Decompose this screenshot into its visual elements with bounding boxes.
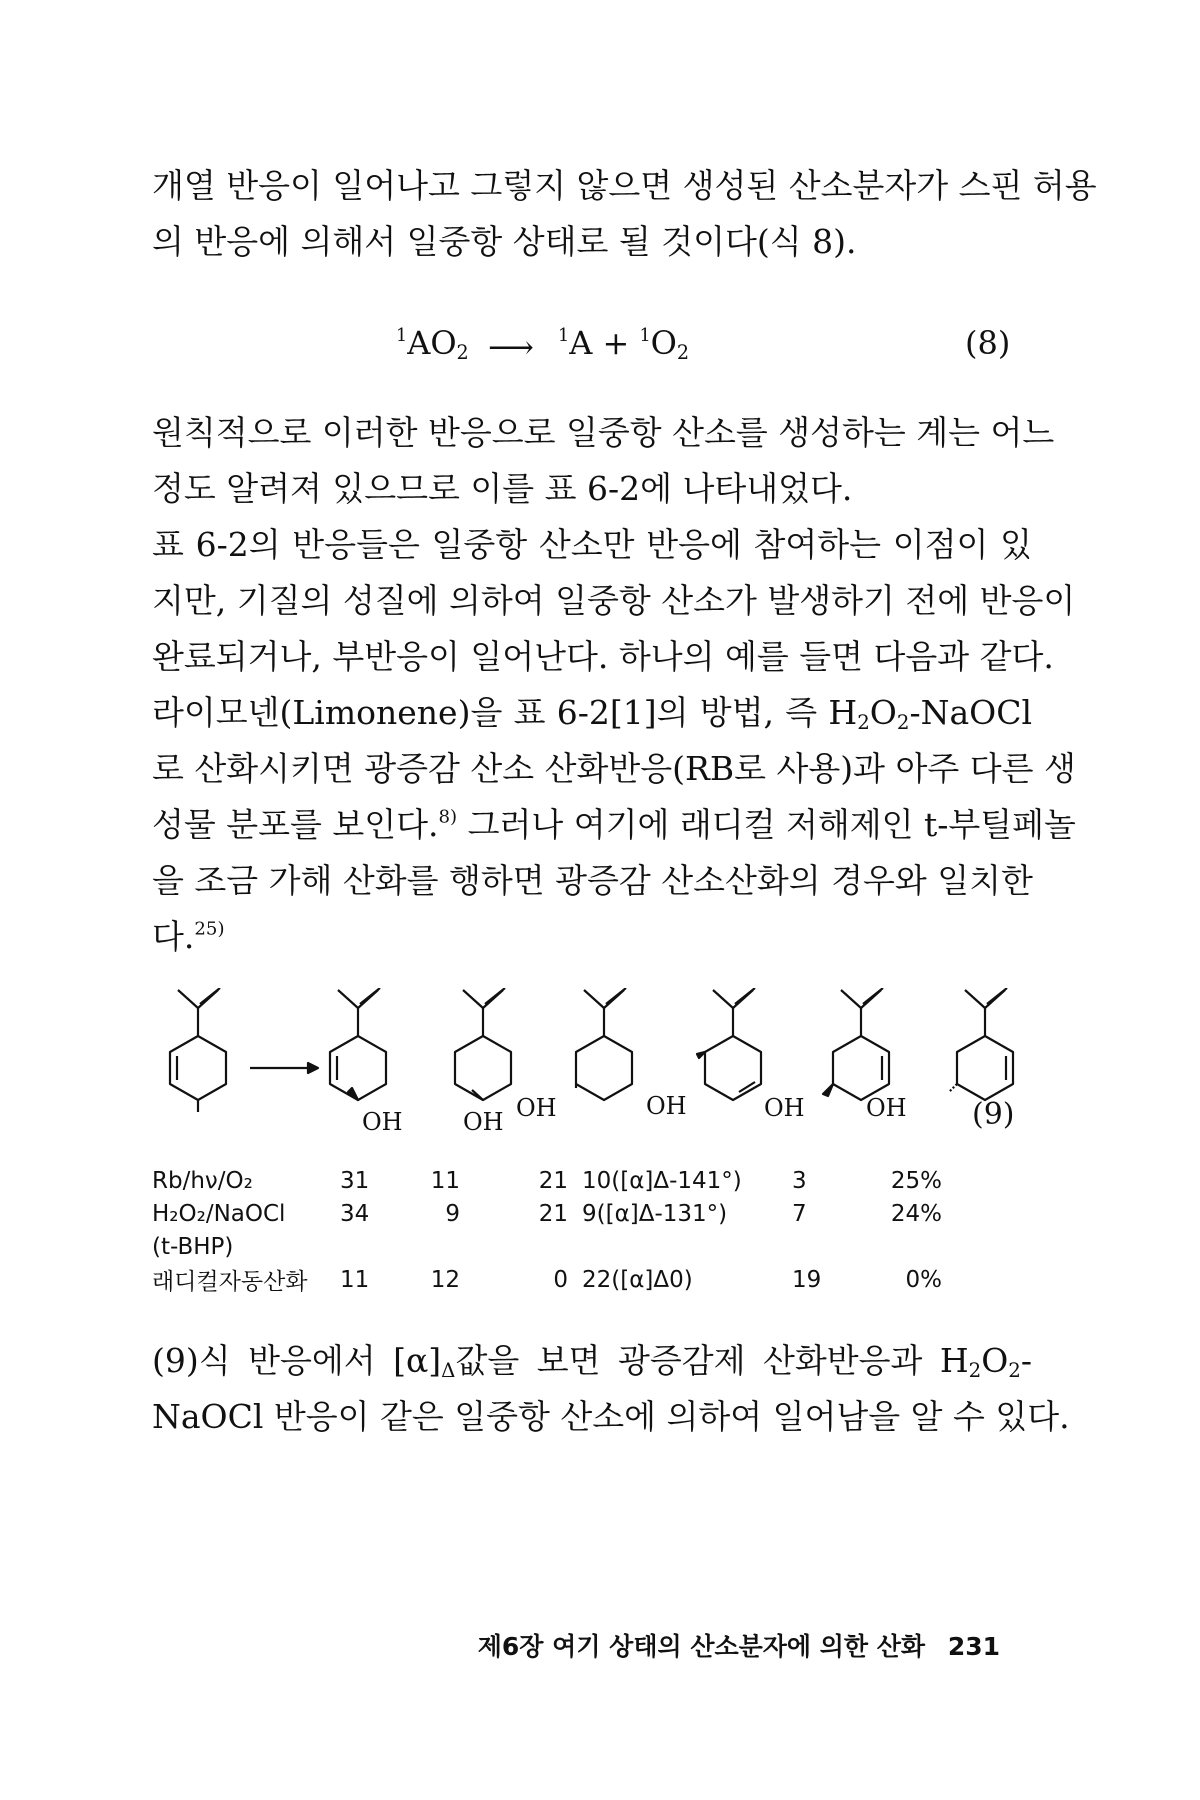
table-row-label: Rb/hν/O₂ <box>152 1167 253 1194</box>
product-3-structure <box>576 988 632 1100</box>
product-6-structure <box>949 988 1013 1100</box>
product-1-structure <box>330 988 386 1100</box>
paragraph-2-line-2: 정도 알려져 있으므로 이를 표 6-2에 나타내었다. <box>152 469 853 508</box>
product-5-structure <box>823 988 889 1100</box>
table-cell: 21 <box>538 1167 568 1194</box>
table-cell: 0% <box>905 1266 942 1293</box>
paragraph-5-line-1: (9)식 반응에서 $[\alpha]_\Delta$값을 보면 광증감제 산화반응과 $H_2O_2-$ <box>152 1341 1033 1382</box>
product-5-oh-label: OH <box>764 1094 805 1122</box>
paragraph-3-line-2: 지만, 기질의 성질에 의하여 일중항 산소가 발생하기 전에 반응이 <box>152 581 1076 620</box>
table-row <box>152 1164 942 1197</box>
page-number: 231 <box>947 1632 1000 1661</box>
equation-reactant: $^1AO_2$ <box>396 324 469 364</box>
product-2-oh-label: OH <box>463 1108 504 1136</box>
running-chapter-title: 제6장 여기 상태의 산소분자에 의한 산화 <box>477 1632 926 1661</box>
table-cell: 31 <box>340 1167 370 1194</box>
table-cell: 9 <box>445 1200 460 1227</box>
table-cell <box>400 1230 460 1263</box>
table-cell: 22([α]Δ0) <box>582 1266 693 1293</box>
paragraph-3-line-3: 완료되거나, 부반응이 일어난다. 하나의 예를 들면 다음과 같다. <box>152 637 1054 676</box>
paragraph-3-line-1: 표 6-2의 반응들은 일중항 산소만 반응에 참여하는 이점이 있 <box>152 525 1032 564</box>
table-cell: 34 <box>340 1200 370 1227</box>
paragraph-5 <box>152 1333 1070 1445</box>
table-cell: 19 <box>792 1266 822 1293</box>
reaction-arrow: ⟶ <box>488 328 534 366</box>
equation-number: (8) <box>965 324 1011 362</box>
reaction-scheme-9 <box>150 988 1050 1158</box>
product-4-structure <box>697 988 761 1100</box>
table-cell: 3 <box>792 1167 807 1194</box>
paragraph-5-line-2: NaOCl 반응이 같은 일중항 산소에 의하여 일어남을 알 수 있다. <box>152 1397 1070 1436</box>
paragraph-4-line-3: 성물 분포를 보인다.$^{8)}$ 그러나 여기에 래디컬 저해제인 t-부틸페놀 <box>152 805 1076 844</box>
product-6-oh-label: OH <box>866 1094 907 1122</box>
paragraph-2-line-1: 원칙적으로 이러한 반응으로 일중항 산소를 생성하는 계는 어느 <box>152 413 1055 452</box>
table-cell <box>842 1230 942 1263</box>
table-row <box>152 1263 942 1296</box>
paragraph-3 <box>152 517 1076 685</box>
paragraph-2 <box>152 405 1055 517</box>
reference-25: 25) <box>194 918 225 940</box>
paragraph-4-line-2: 로 산화시키면 광증감 산소 산화반응(RB로 사용)과 아주 다른 생 <box>152 749 1076 788</box>
paragraph-4 <box>152 685 1076 965</box>
paragraph-1-line-2: 의 반응에 의해서 일중항 상태로 될 것이다(식 8). <box>152 222 857 261</box>
table-cell: 7 <box>792 1200 807 1227</box>
product-3-oh-label: OH <box>516 1094 557 1122</box>
table-cell: 21 <box>538 1200 568 1227</box>
reaction-number: (9) <box>972 1097 1015 1132</box>
table-cell: 10([α]Δ-141°) <box>582 1167 742 1194</box>
table-cell <box>568 1230 792 1263</box>
paragraph-1-line-1: 개열 반응이 일어나고 그렇지 않으면 생성된 산소분자가 스핀 허용 <box>152 166 1097 205</box>
table-cell: 25% <box>890 1167 942 1194</box>
equation-products: $^1A + ^1O_2$ <box>558 324 690 364</box>
product-2-structure <box>455 988 511 1100</box>
page-footer <box>460 1627 1000 1663</box>
equation-8 <box>380 318 900 366</box>
paragraph-4-line-5: 다.$^{25)}$ <box>152 917 225 956</box>
table-cell: 9([α]Δ-131°) <box>582 1200 728 1227</box>
table-cell: 11 <box>340 1266 370 1293</box>
product-1-oh-label: OH <box>362 1108 403 1136</box>
table-cell: 24% <box>890 1200 942 1227</box>
table-cell: 12 <box>430 1266 460 1293</box>
table-cell: 0 <box>553 1266 568 1293</box>
paragraph-4-line-4: 을 조금 가해 산화를 행하면 광증감 산소산화의 경우와 일치한 <box>152 861 1033 900</box>
product-4-oh-label: OH <box>646 1092 687 1120</box>
table-cell: 11 <box>430 1167 460 1194</box>
product-distribution-table <box>152 1164 942 1296</box>
reference-8: 8) <box>438 806 458 828</box>
paragraph-4-line-1: 라이모넨(Limonene)을 표 6-2[1]의 방법, 즉 $H_2O_2$-NaOCl <box>152 693 1032 734</box>
table-cell <box>340 1230 400 1263</box>
table-row-label: 래디컬자동산화 <box>152 1269 308 1295</box>
table-row-label: (t-BHP) <box>152 1233 234 1260</box>
table-cell <box>460 1230 568 1263</box>
table-row <box>152 1230 942 1263</box>
limonene-structure <box>170 988 226 1112</box>
table-row <box>152 1197 942 1230</box>
table-row-label: H₂O₂/NaOCl <box>152 1200 286 1227</box>
table-cell <box>792 1230 842 1263</box>
paragraph-1 <box>152 158 1097 270</box>
